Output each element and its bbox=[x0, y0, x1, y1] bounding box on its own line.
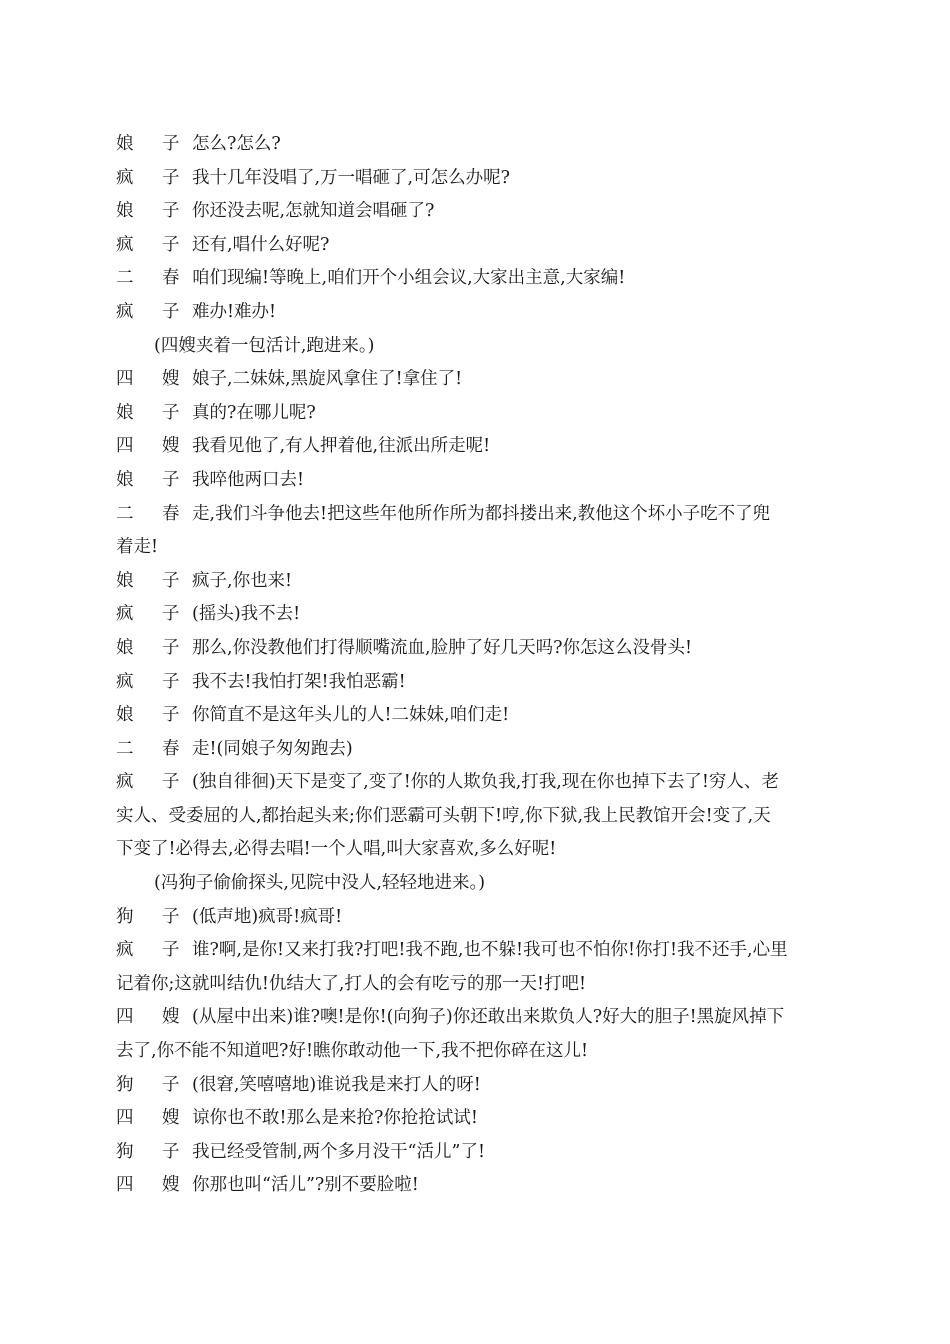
speaker-char: 疯 bbox=[116, 940, 134, 961]
speaker-name bbox=[116, 498, 192, 532]
dialogue-text: 谁?啊,是你!又来打我?打吧!我不跑,也不躲!我可也不怕你!你打!我不还手,心里 bbox=[192, 940, 788, 961]
dialogue-continuation: 着走! bbox=[116, 537, 159, 558]
speaker-name bbox=[116, 1102, 192, 1136]
dialogue-line bbox=[116, 1102, 832, 1136]
speaker-char: 子 bbox=[162, 134, 180, 154]
dialogue-continuation: 记着你;这就叫结仇!仇结大了,打人的会有吃亏的那一天!打吧! bbox=[116, 973, 587, 994]
dialogue-text: (独自徘徊)天下是变了,变了!你的人欺负我,打我,现在你也掉下去了!穷人、老 bbox=[192, 772, 779, 793]
speaker-char: 子 bbox=[162, 1074, 180, 1095]
speaker-char: 子 bbox=[162, 234, 180, 255]
dialogue-text: (低声地)疯哥!疯哥! bbox=[192, 906, 343, 927]
speaker-char: 四 bbox=[116, 1175, 134, 1196]
speaker-name bbox=[116, 296, 192, 330]
dialogue-text: 我啐他两口去! bbox=[192, 469, 305, 490]
speaker-char: 疯 bbox=[116, 772, 134, 793]
stage-direction: (四嫂夹着一包活计,跑进来。) bbox=[154, 335, 375, 356]
speaker-char: 娘 bbox=[116, 134, 134, 154]
speaker-name bbox=[116, 397, 192, 431]
script-page bbox=[116, 128, 832, 1203]
speaker-name bbox=[116, 733, 192, 767]
dialogue-text: 我十几年没唱了,万一唱砸了,可怎么办呢? bbox=[192, 167, 511, 188]
dialogue-text: 那么,你没教他们打得顺嘴流血,脸肿了好几天吗?你怎这么没骨头! bbox=[192, 637, 693, 658]
dialogue-line bbox=[116, 262, 832, 296]
dialogue-line bbox=[116, 598, 832, 632]
speaker-char: 子 bbox=[162, 1141, 180, 1162]
dialogue-line bbox=[116, 1136, 832, 1170]
speaker-char: 二 bbox=[116, 503, 134, 524]
dialogue-line bbox=[116, 565, 832, 599]
dialogue-line bbox=[116, 1001, 832, 1035]
speaker-name bbox=[116, 565, 192, 599]
speaker-char: 疯 bbox=[116, 167, 134, 188]
speaker-char: 疯 bbox=[116, 671, 134, 692]
dialogue-text: (摇头)我不去! bbox=[192, 604, 301, 625]
dialogue-text: 你简直不是这年头儿的人!二妹妹,咱们走! bbox=[192, 705, 510, 726]
speaker-char: 子 bbox=[162, 772, 180, 793]
dialogue-line bbox=[116, 699, 832, 733]
speaker-char: 嫂 bbox=[162, 369, 180, 390]
dialogue-line bbox=[116, 766, 832, 800]
dialogue-text: (从屋中出来)谁?噢!是你!(向狗子)你还敢出来欺负人?好大的胆子!黑旋风掉下 bbox=[192, 1007, 785, 1028]
dialogue-text: 还有,唱什么好呢? bbox=[192, 234, 330, 255]
dialogue-line bbox=[116, 632, 832, 666]
speaker-char: 娘 bbox=[116, 570, 134, 591]
dialogue-text: 真的?在哪儿呢? bbox=[192, 402, 316, 423]
dialogue-line bbox=[116, 430, 832, 464]
speaker-name bbox=[116, 901, 192, 935]
speaker-char: 子 bbox=[162, 167, 180, 188]
speaker-char: 疯 bbox=[116, 301, 134, 322]
dialogue-text: 走,我们斗争他去!把这些年他所作所为都抖搂出来,教他这个坏小子吃不了兜 bbox=[192, 503, 771, 524]
speaker-name bbox=[116, 699, 192, 733]
speaker-name bbox=[116, 1136, 192, 1170]
speaker-char: 娘 bbox=[116, 469, 134, 490]
dialogue-text: (很窘,笑嘻嘻地)谁说我是来打人的呀! bbox=[192, 1074, 481, 1095]
speaker-char: 娘 bbox=[116, 402, 134, 423]
dialogue-text: 谅你也不敢!那么是来抢?你抢抢试试! bbox=[192, 1108, 478, 1129]
dialogue-line bbox=[116, 1169, 832, 1203]
speaker-char: 疯 bbox=[116, 234, 134, 255]
speaker-name bbox=[116, 195, 192, 229]
speaker-char: 子 bbox=[162, 201, 180, 222]
dialogue-text: 难办!难办! bbox=[192, 301, 277, 322]
speaker-name bbox=[116, 934, 192, 968]
speaker-name bbox=[116, 430, 192, 464]
dialogue-text: 走!(同娘子匆匆跑去) bbox=[192, 738, 353, 759]
speaker-char: 子 bbox=[162, 637, 180, 658]
speaker-name bbox=[116, 1001, 192, 1035]
dialogue-line bbox=[116, 498, 832, 532]
speaker-char: 疯 bbox=[116, 604, 134, 625]
dialogue-line bbox=[116, 229, 832, 263]
speaker-char: 二 bbox=[116, 268, 134, 289]
dialogue-line bbox=[116, 397, 832, 431]
dialogue-line bbox=[116, 363, 832, 397]
speaker-char: 四 bbox=[116, 1007, 134, 1028]
speaker-char: 嫂 bbox=[162, 436, 180, 457]
speaker-char: 子 bbox=[162, 469, 180, 490]
speaker-name bbox=[116, 128, 192, 162]
dialogue-line bbox=[116, 128, 832, 162]
speaker-char: 春 bbox=[162, 268, 180, 289]
dialogue-line bbox=[116, 195, 832, 229]
speaker-char: 娘 bbox=[116, 201, 134, 222]
dialogue-text: 疯子,你也来! bbox=[192, 570, 293, 591]
speaker-char: 子 bbox=[162, 570, 180, 591]
stage-direction: (冯狗子偷偷探头,见院中没人,轻轻地进来。) bbox=[154, 873, 486, 894]
speaker-char: 嫂 bbox=[162, 1108, 180, 1129]
dialogue-line bbox=[116, 934, 832, 968]
speaker-char: 狗 bbox=[116, 906, 134, 927]
speaker-char: 子 bbox=[162, 671, 180, 692]
speaker-char: 春 bbox=[162, 503, 180, 524]
dialogue-line bbox=[116, 666, 832, 700]
dialogue-text: 娘子,二妹妹,黑旋风拿住了!拿住了! bbox=[192, 369, 463, 390]
speaker-char: 娘 bbox=[116, 637, 134, 658]
speaker-name bbox=[116, 363, 192, 397]
speaker-name bbox=[116, 262, 192, 296]
speaker-name bbox=[116, 766, 192, 800]
speaker-char: 四 bbox=[116, 436, 134, 457]
dialogue-continuation: 下变了!必得去,必得去唱!一个人唱,叫大家喜欢,多么好呢! bbox=[116, 839, 557, 860]
speaker-char: 子 bbox=[162, 940, 180, 961]
dialogue-text: 我不去!我怕打架!我怕恶霸! bbox=[192, 671, 406, 692]
dialogue-text: 我已经受管制,两个多月没干“活儿”了! bbox=[192, 1141, 485, 1162]
dialogue-line bbox=[116, 296, 832, 330]
dialogue-line bbox=[116, 901, 832, 935]
speaker-char: 嫂 bbox=[162, 1007, 180, 1028]
speaker-name bbox=[116, 598, 192, 632]
dialogue-line bbox=[116, 464, 832, 498]
speaker-char: 娘 bbox=[116, 705, 134, 726]
speaker-char: 子 bbox=[162, 301, 180, 322]
dialogue-text: 咱们现编!等晚上,咱们开个小组会议,大家出主意,大家编! bbox=[192, 268, 626, 289]
speaker-name bbox=[116, 162, 192, 196]
speaker-char: 嫂 bbox=[162, 1175, 180, 1196]
speaker-char: 狗 bbox=[116, 1141, 134, 1162]
speaker-char: 子 bbox=[162, 906, 180, 927]
speaker-char: 四 bbox=[116, 369, 134, 390]
dialogue-text: 你那也叫“活儿”?别不要脸啦! bbox=[192, 1175, 419, 1196]
speaker-name bbox=[116, 1069, 192, 1103]
dialogue-continuation: 实人、受委屈的人,都抬起头来;你们恶霸可头朝下!哼,你下狱,我上民教馆开会!变了,天 bbox=[116, 805, 771, 826]
dialogue-line bbox=[116, 162, 832, 196]
dialogue-text: 我看见他了,有人押着他,往派出所走呢! bbox=[192, 436, 491, 457]
speaker-char: 二 bbox=[116, 738, 134, 759]
speaker-name bbox=[116, 229, 192, 263]
speaker-name bbox=[116, 632, 192, 666]
speaker-char: 春 bbox=[162, 738, 180, 759]
dialogue-line bbox=[116, 1069, 832, 1103]
speaker-name bbox=[116, 1169, 192, 1203]
speaker-char: 四 bbox=[116, 1108, 134, 1129]
speaker-char: 狗 bbox=[116, 1074, 134, 1095]
dialogue-line bbox=[116, 733, 832, 767]
speaker-char: 子 bbox=[162, 705, 180, 726]
speaker-char: 子 bbox=[162, 402, 180, 423]
speaker-name bbox=[116, 666, 192, 700]
dialogue-continuation: 去了,你不能不知道吧?好!瞧你敢动他一下,我不把你碎在这儿! bbox=[116, 1041, 589, 1062]
speaker-name bbox=[116, 464, 192, 498]
speaker-char: 子 bbox=[162, 604, 180, 625]
dialogue-text: 怎么?怎么? bbox=[192, 134, 281, 154]
dialogue-text: 你还没去呢,怎就知道会唱砸了? bbox=[192, 201, 435, 222]
